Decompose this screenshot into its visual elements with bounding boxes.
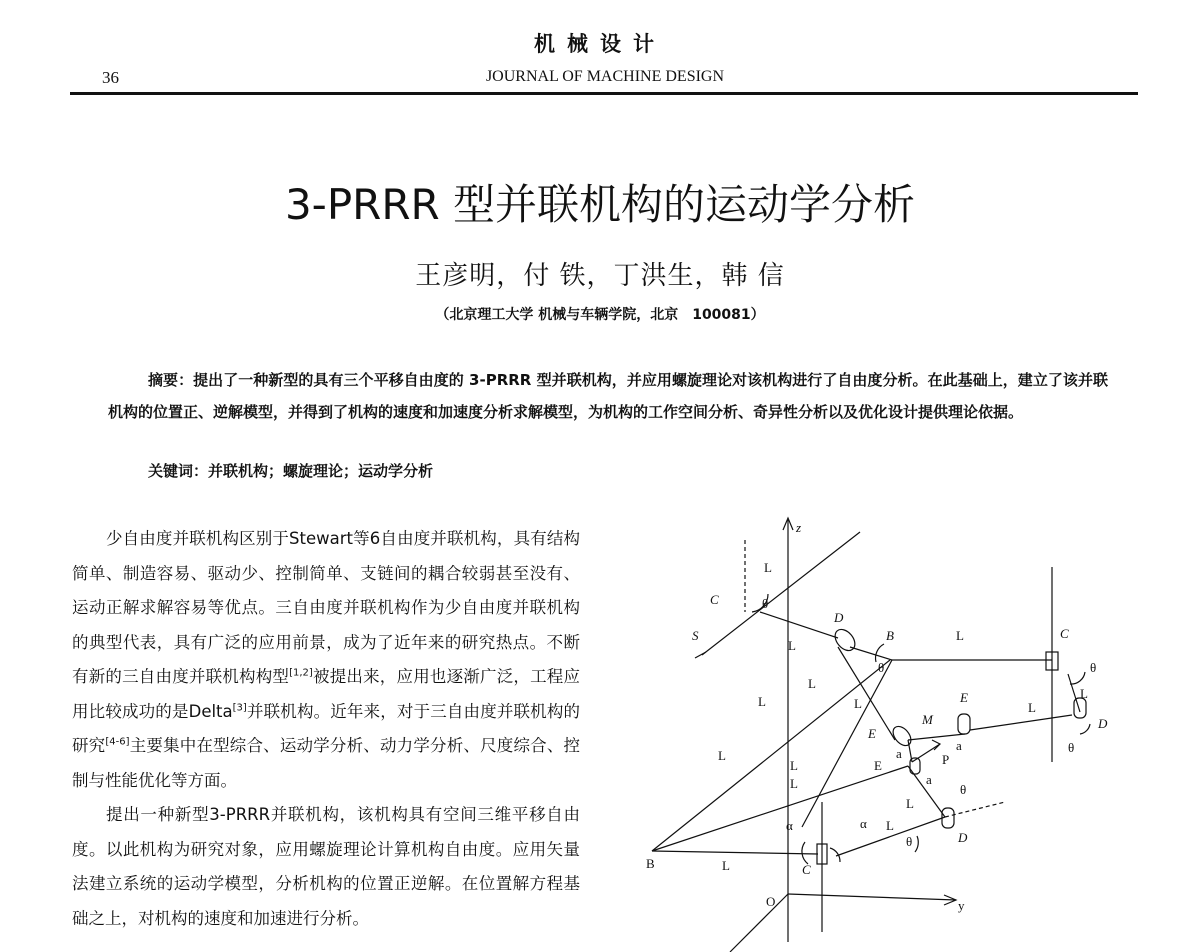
label-th11: θ (906, 834, 913, 849)
platform-a1 (912, 744, 940, 762)
arc-theta23 (1080, 724, 1090, 734)
label-th31: θ (762, 596, 769, 611)
label-E3: E (868, 726, 876, 741)
y-axis-line (788, 894, 956, 900)
p1-part-b: 被提出来，应用也逐渐广泛，工程应用比较成功的是Delta (72, 667, 581, 721)
label-y: y (958, 898, 965, 913)
label-P: P (942, 752, 950, 767)
link-L22 (970, 715, 1072, 730)
label-C2: C (1060, 626, 1069, 641)
label-L3z: L (758, 694, 766, 709)
link-L11 (652, 660, 890, 851)
keywords-text: 并联机构；螺旋理论；运动学分析 (208, 462, 434, 480)
label-L1z: L (790, 776, 798, 791)
label-C1: C (802, 862, 811, 877)
link-L1x (652, 766, 908, 851)
label-L1y: L (722, 858, 730, 873)
arc-alpha12 (830, 848, 840, 862)
keywords (148, 460, 433, 481)
arc-alpha11 (802, 842, 808, 864)
article-authors: 王彦明，付 铁，丁洪生，韩 信 (415, 261, 785, 291)
label-L11: L (718, 748, 726, 763)
citation-1-2: [1,2] (289, 667, 313, 679)
label-a2: a (956, 738, 962, 753)
label-D1: D (958, 830, 968, 845)
label-al11: α (786, 818, 793, 833)
paragraph-2: 提出一种新型3-PRRR并联机构，该机构具有空间三维平移自由度。以此机构为研究对象，应用螺旋理论计算机构自由度。应用矢量法建立系统的运动学模型，分析机构的位置正逆解。在位置解方程基础之上，对机构的速度和加速进行分析。 (72, 805, 580, 928)
mechanism-diagram (640, 512, 1140, 952)
label-L32: L (854, 696, 862, 711)
x-axis-line (730, 894, 788, 952)
paragraph-1 (72, 522, 580, 798)
label-al12: α (860, 816, 867, 831)
label-E2: E (960, 690, 968, 705)
label-E1: E (874, 758, 882, 773)
label-B2: B (886, 628, 894, 643)
abstract-label: 摘要： (148, 371, 194, 389)
label-C3: C (710, 592, 719, 607)
article-title: 3-PRRR 型并联机构的运动学分析 (284, 180, 916, 229)
label-L2z: L (790, 758, 798, 773)
p1-part-d: 主要集中在型综合、运动学分析、动力学分析、尺度综合、控制与性能优化等方面。 (72, 736, 581, 790)
label-a1: a (926, 772, 932, 787)
label-L3x: L (764, 560, 772, 575)
label-th23: θ (1068, 740, 1075, 755)
body-column (72, 522, 580, 936)
citation-4-6: [4-6] (105, 736, 130, 748)
label-z: z (796, 520, 802, 535)
label-M: M (922, 712, 933, 727)
citation-3: [3] (232, 702, 247, 713)
label-L1x: L (886, 818, 894, 833)
figure-labels (646, 520, 1108, 913)
arc-theta21 (1070, 672, 1085, 684)
label-L21: L (1080, 686, 1088, 701)
label-th21b: θ (960, 782, 967, 797)
keywords-label: 关键词： (148, 462, 209, 480)
journal-header-en: JOURNAL OF MACHINE DESIGN (485, 68, 725, 85)
label-O: O (766, 894, 776, 909)
label-L12: L (906, 796, 914, 811)
label-B1: B (646, 856, 655, 871)
label-L22: L (1028, 700, 1036, 715)
label-D3: D (834, 610, 844, 625)
article-affiliation: （北京理工大学 机械与车辆学院，北京 100081） (435, 307, 765, 323)
page-number: 36 (102, 68, 119, 87)
link-L1y (652, 851, 818, 854)
p1-part-c: 并联机构。近年来，对于三自由度并联机构的研究 (72, 701, 580, 755)
p1-part-a: 少自由度并联机构区别于Stewart等6自由度并联机构，具有结构简单、制造容易、驱动少、控制简单、支链间的耦合较弱甚至没有、运动正解求解容易等优点。三自由度并联机构作为少自由度并联机构的典型代表，具有广泛的应用前景，成为了近年来的研究热点。不断有新的三自由度并联机构构型 (72, 529, 580, 686)
joint-D2 (1074, 698, 1086, 718)
label-D2: D (1098, 716, 1108, 731)
label-L31: L (788, 638, 796, 653)
abstract (108, 364, 1108, 428)
label-L2y: L (956, 628, 964, 643)
journal-header-cn: 机械设计 (534, 32, 666, 56)
link-L32 (838, 647, 895, 740)
rail-S (702, 532, 860, 655)
label-th22: θ (878, 660, 885, 675)
label-th21: θ (1090, 660, 1097, 675)
abstract-text: 提出了一种新型的具有三个平移自由度的 3-PRRR 型并联机构，并应用螺旋理论对该机构进行了自由度分析。在此基础上，建立了该并联机构的位置正、逆解模型，并得到了机构的速度和加速度分析求解模型，为机构的工作空间分析、奇异性分析以及优化设计提供理论依据。 (108, 371, 1108, 421)
joint-D3 (831, 626, 859, 655)
label-L2x: L (808, 676, 816, 691)
header-rule (70, 92, 1138, 95)
arc-theta11 (915, 836, 918, 852)
label-S: S (692, 628, 699, 643)
joint-E3 (890, 723, 915, 749)
joint-E2 (958, 714, 970, 734)
label-a3: a (896, 746, 902, 761)
link-L31 (760, 612, 838, 638)
